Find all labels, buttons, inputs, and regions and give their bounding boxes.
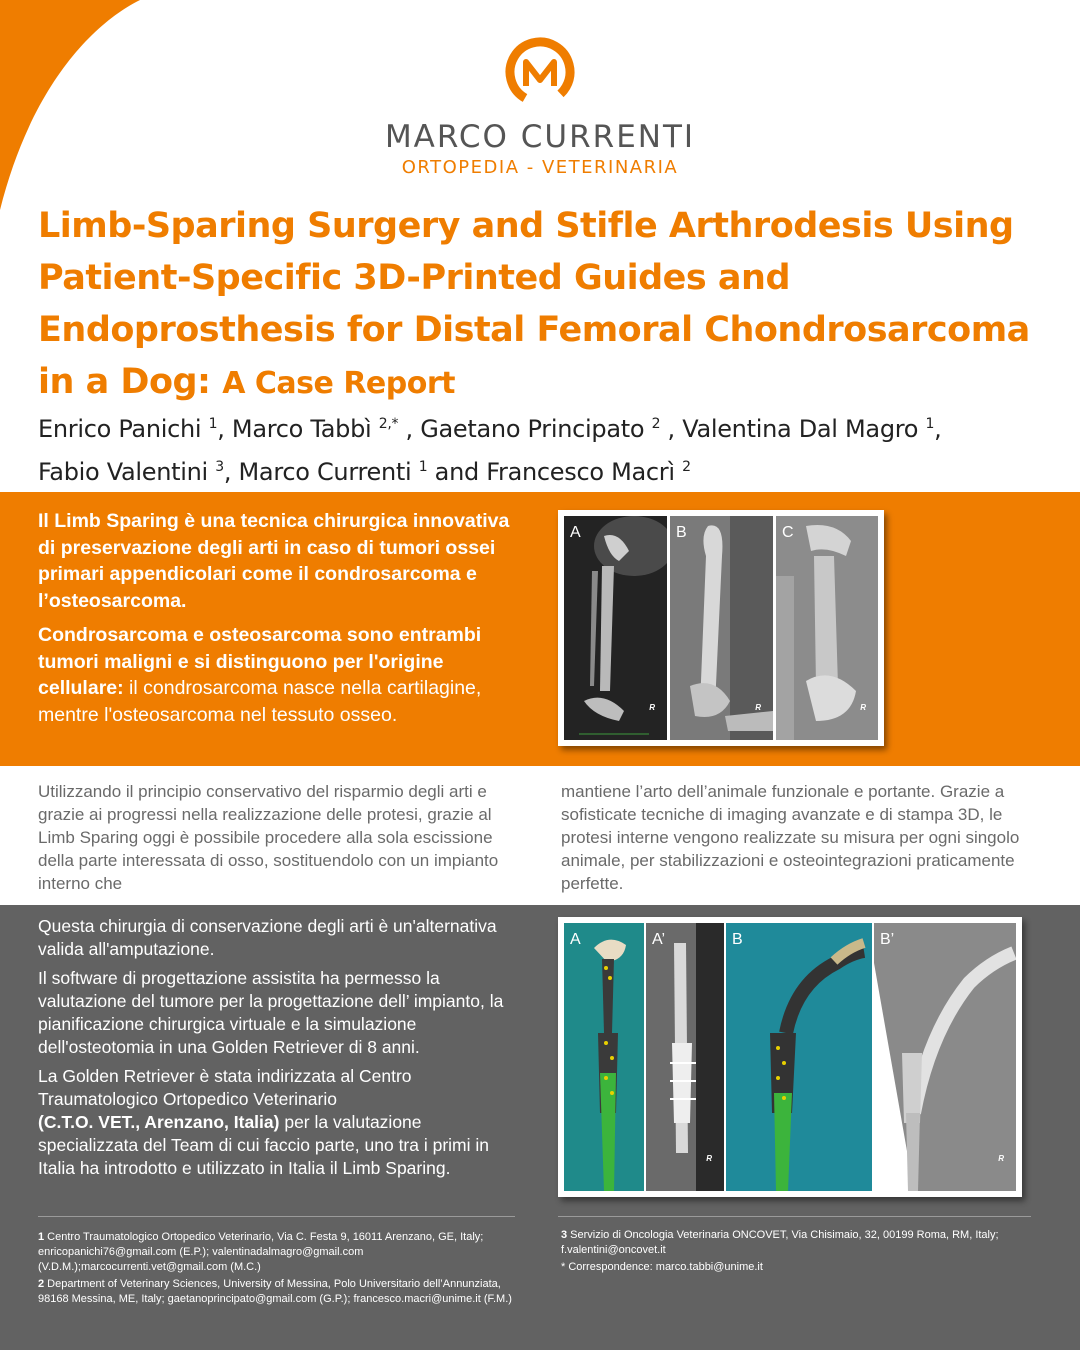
figure-label: A: [570, 931, 581, 948]
implant-panel-a: [564, 923, 644, 1191]
implant-xray-a-prime: [646, 923, 724, 1191]
surgery-paragraph-3-start: La Golden Retriever è stata indirizzata al Centro Traumatologico Ortopedico Veterinario: [38, 1066, 412, 1109]
figure-label: C: [782, 524, 794, 541]
author-name: Marco Tabbì: [231, 415, 372, 443]
figure-label: B’: [880, 931, 895, 948]
implant-panel-b: [726, 923, 872, 1191]
side-marker: R: [755, 703, 761, 712]
author-affiliation: 2: [651, 416, 661, 432]
author-affiliation: 3: [215, 459, 224, 475]
intro-paragraph-2: [38, 622, 518, 728]
author-separator: ,: [217, 415, 232, 443]
intro-paragraph-2-bold: Condrosarcoma e osteosarcoma sono entrambi tumori maligni e si distinguono per l'origine cellulare:: [38, 624, 482, 699]
middle-text-right: mantiene l’arto dell’animale funzionale e portante. Grazie a sofisticate tecniche di imaging avanzate e di stampa 3D, le protesi interne vengono realizzate su misura per ogni singolo animale, per stabilizzazioni e osteointegrazioni praticamente perfette.: [561, 782, 1020, 893]
implant-render-a: [564, 923, 644, 1191]
author-name: Gaetano Principato: [420, 415, 645, 443]
footnote-text: Servizio di Oncologia Veterinaria ONCOVET, Via Chisimaio, 32, 00199 Roma, RM, Italy; f.valentini@oncovet.it: [561, 1229, 999, 1256]
implant-figure: [558, 917, 1022, 1197]
xray-panel-b: [670, 516, 773, 740]
footnote-divider-right: [558, 1216, 1031, 1217]
footnotes-left: [38, 1230, 515, 1309]
author-affiliation: 1: [418, 459, 428, 475]
side-marker: R: [649, 703, 655, 712]
author-separator: and: [427, 458, 487, 486]
intro-text: [38, 508, 518, 736]
author-separator: ,: [398, 415, 421, 443]
author-name: Francesco Macrì: [486, 458, 675, 486]
author-name: Enrico Panichi: [38, 415, 202, 443]
footnote-1: [38, 1230, 515, 1275]
paper-title: [38, 200, 1048, 410]
footnote-2: [38, 1277, 515, 1307]
author-name: Fabio Valentini: [38, 458, 208, 486]
logo-name: MARCO CURRENTI: [384, 119, 696, 155]
footnote-3: [561, 1228, 1031, 1258]
surgery-paragraph-3-end: per la valutazione specializzata del Team di cui faccio parte, uno tra i primi in Italia ha introdotto e utilizzato in Italia il Limb Sparing.: [38, 1112, 490, 1178]
figure-label: B: [676, 524, 687, 541]
implant-panel-b-prime: [874, 923, 1016, 1191]
surgery-paragraph-3-bold: (C.T.O. VET., Arenzano, Italia): [38, 1112, 280, 1132]
side-marker: R: [998, 1154, 1004, 1163]
figure-label: A’: [652, 931, 666, 948]
footnote-text: Department of Veterinary Sciences, University of Messina, Polo Universitario dell’Annunziata, 98168 Messina, ME, Italy; gaetanoprincipato@gmail.com (G.P.); francesco.macri@unime.it (F.M.): [38, 1278, 512, 1305]
implant-xray-b-prime: [874, 923, 1016, 1191]
footnote-number: 2: [38, 1278, 45, 1290]
author-list: [38, 408, 1068, 494]
intro-paragraph-1: Il Limb Sparing è una tecnica chirurgica innovativa di preservazione degli arti in caso di tumori ossei primari appendicolari come il condrosarcoma e l’osteosarcoma.: [38, 510, 510, 612]
xray-figure: [558, 510, 884, 746]
footnote-text: Centro Traumatologico Ortopedico Veterinario, Via C. Festa 9, 16011 Arenzano, GE, Italy; enricopanichi76@gmail.com (E.P.); valentinadalmagro@gmail.com (V.D.M.);marcocurrenti.vet@gmail.com (M.C.): [38, 1231, 484, 1273]
xray-panel-c: [776, 516, 878, 740]
implant-render-b: [726, 923, 872, 1191]
side-marker: R: [860, 703, 866, 712]
implant-panel-a-prime: [646, 923, 724, 1191]
author-affiliation: 2,*: [378, 416, 399, 432]
footnotes-right: [561, 1228, 1031, 1277]
surgery-paragraph-1: Questa chirurgia di conservazione degli arti è un'alternativa valida all'amputazione.: [38, 916, 497, 959]
author-separator: ,: [223, 458, 239, 486]
logo-subtitle: ORTOPEDIA - VETERINARIA: [401, 157, 679, 178]
author-affiliation: 1: [925, 416, 935, 432]
side-marker: R: [706, 1154, 712, 1163]
author-affiliation: 1: [208, 416, 218, 432]
surgery-paragraph-3: [38, 1065, 518, 1180]
correspondence: * Correspondence: marco.tabbi@unime.it: [561, 1261, 763, 1273]
surgery-paragraph-2: Il software di progettazione assistita ha permesso la valutazione del tumore per la progettazione dell’ impianto, la pianificazione chirurgica virtuale e la simulazione dell'osteotomia in una Golden Retriever di 8 anni.: [38, 968, 504, 1057]
figure-label: A: [570, 524, 581, 541]
logo-mark-icon: [504, 36, 576, 108]
author-name: Valentina Dal Magro: [682, 415, 919, 443]
brand-logo: [0, 36, 1080, 177]
footnote-number: 1: [38, 1231, 45, 1243]
surgery-text: [38, 915, 518, 1186]
footnote-divider-left: [38, 1216, 515, 1217]
author-separator: ,: [660, 415, 683, 443]
intro-paragraph-2-rest: il condrosarcoma nasce nella cartilagine, mentre l'osteosarcoma nel tessuto osseo.: [38, 677, 482, 726]
figure-label: B: [732, 931, 743, 948]
author-separator: ,: [934, 415, 942, 443]
title-subtitle: A Case Report: [222, 366, 455, 401]
author-affiliation: 2: [682, 459, 691, 475]
author-name: Marco Currenti: [238, 458, 412, 486]
middle-text-left: Utilizzando il principio conservativo del risparmio degli arti e grazie ai progressi nella realizzazione delle protesi, grazie al Limb Sparing oggi è possibile procedere alla sola escissione della parte interessata di osso, sostituendolo con un impianto interno che: [38, 782, 499, 893]
footnote-number: 3: [561, 1229, 568, 1241]
xray-panel-a: [564, 516, 667, 740]
title-main: Limb-Sparing Surgery and Stifle Arthrodesis Using Patient-Specific 3D-Printed Guides and Endoprosthesis for Distal Femoral Chondrosarcoma in a Dog:: [38, 206, 1030, 402]
